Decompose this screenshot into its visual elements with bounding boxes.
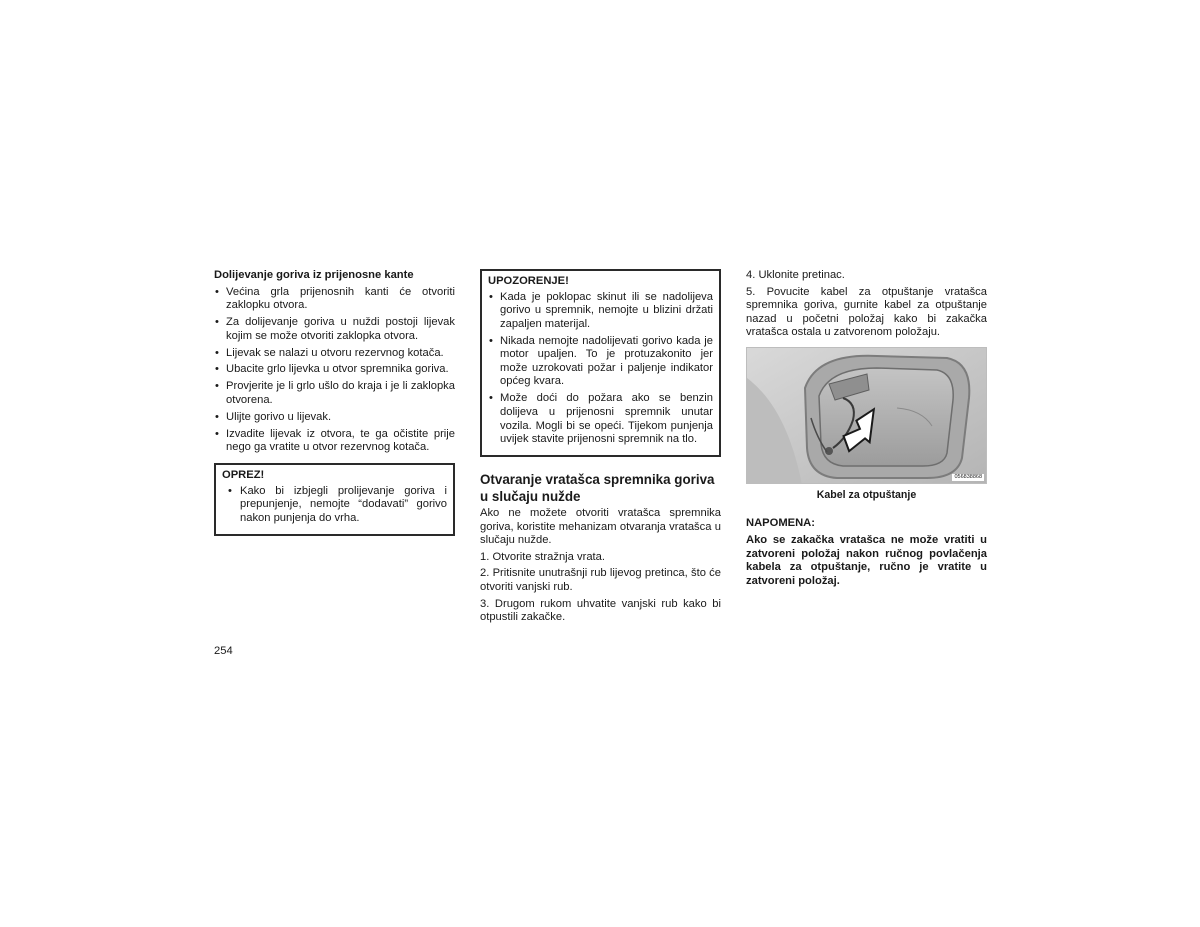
warning-list: [488, 291, 713, 447]
caution-list: [222, 485, 447, 526]
middle-column: [480, 269, 721, 628]
list-item: • Ubacite grlo lijevka u otvor spremnika goriva.: [214, 363, 455, 377]
list-item: • Za dolijevanje goriva u nuždi postoji lijevak kojim se može otvoriti zaklopka otvora.: [214, 316, 455, 343]
list-item: • Nikada nemojte nadolijevati gorivo kada je motor upaljen. To je protuzakonito jer može uzrokovati požar i paljenje indikator općeg kvara.: [488, 335, 713, 389]
release-cable-figure: [746, 347, 987, 484]
list-item: • Ulijte gorivo u lijevak.: [214, 411, 455, 425]
step-item: 4. Uklonite pretinac.: [746, 269, 845, 281]
figure-code: 056838868: [954, 473, 982, 480]
section-heading-portable-can: Dolijevanje goriva iz prijenosne kante: [214, 269, 414, 281]
list-item: • Kako bi izbjegli prolijevanje goriva i prepunjenje, nemojte “dodavati” gorivo nakon punjenja do vrha.: [222, 485, 447, 526]
caution-title: OPREZ!: [222, 468, 265, 481]
caution-box: [214, 463, 455, 536]
figure-caption: Kabel za otpuštanje: [816, 488, 917, 501]
list-item: • Izvadite lijevak iz otvora, te ga očistite prije nego ga vratite u otvor rezervnog kotača.: [214, 428, 455, 455]
step-item: 1. Otvorite stražnja vrata.: [480, 550, 605, 563]
right-column: [746, 269, 987, 589]
intro-paragraph: Ako ne možete otvoriti vratašca spremnika goriva, koristite mehanizam otvaranja vratašca u slučaju nužde.: [480, 507, 721, 547]
note-text: Ako se zakačka vratašca ne može vratiti u zatvoreni položaj nakon ručnog povlačenja kabela za otpuštanje, ručno je vratite u zatvoreni položaj.: [746, 534, 987, 587]
refuel-bullet-list: [214, 286, 455, 455]
page-number: 254: [214, 645, 233, 657]
release-cable-illustration: [747, 348, 987, 484]
note-title: NAPOMENA:: [746, 516, 815, 529]
list-item: • Može doći do požara ako se benzin dolijeva u prijenosni spremnik unutar vozila. Mogli bi se opeći. Tijekom punjenja uvijek stavite prijenosni spremnik na tlo.: [488, 392, 713, 446]
left-column: [214, 269, 455, 536]
list-item: • Lijevak se nalazi u otvoru rezervnog kotača.: [214, 347, 455, 361]
list-item: • Provjerite je li grlo ušlo do kraja i je li zaklopka otvorena.: [214, 380, 455, 407]
step-item: 5. Povucite kabel za otpuštanje vratašca spremnika goriva, gurnite kabel za otpuštanje nazad u početni položaj kako bi zakačka vratašca ostala u zatvorenom položaju.: [746, 285, 987, 339]
step-item: 3. Drugom rukom uhvatite vanjski rub kako bi otpustili zakačke.: [480, 597, 721, 624]
list-item: • Kada je poklopac skinut ili se nadolijeva gorivo u spremnik, nemojte u blizini držati zapaljen materijal.: [488, 291, 713, 332]
list-item: • Većina grla prijenosnih kanti će otvoriti zaklopku otvora.: [214, 286, 455, 313]
step-item: 2. Pritisnite unutrašnji rub lijevog pretinca, što će otvoriti vanjski rub.: [480, 567, 721, 593]
warning-title: UPOZORENJE!: [488, 275, 569, 287]
section-heading-emergency-release: Otvaranje vratašca spremnika goriva u slučaju nužde: [480, 472, 715, 504]
warning-box: [480, 269, 721, 457]
